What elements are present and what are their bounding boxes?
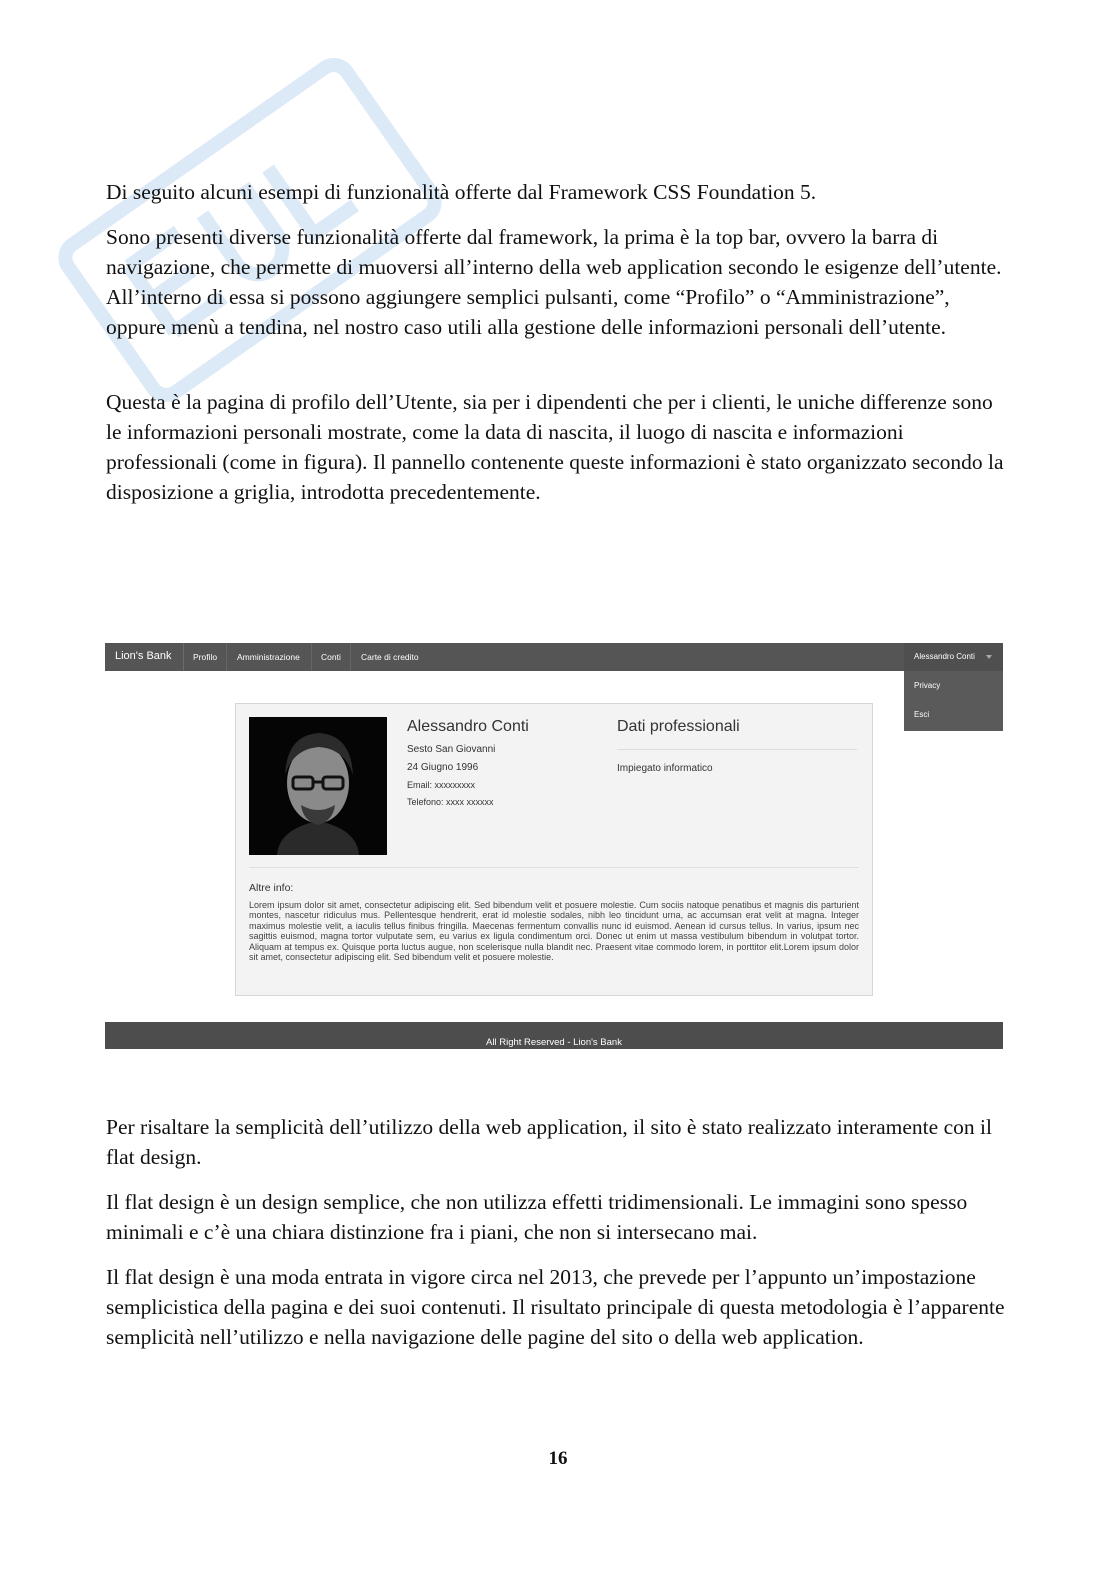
nav-carte-di-credito[interactable]: Carte di credito <box>361 652 419 662</box>
nav-conti[interactable]: Conti <box>321 652 341 662</box>
avatar <box>249 717 387 855</box>
profile-phone: Telefono: xxxx xxxxxx <box>407 797 494 807</box>
divider <box>226 643 227 671</box>
paragraph-flat-design-history: Il flat design è una moda entrata in vigore circa nel 2013, che prevede per l’appunto un’impostazione semplicistica della pagina e dei suoi contenuti. Il risultato principale di questa metodologia è l’apparente semplicità nell’utilizzo e nella navigazione delle pagine del sito o della web application. <box>106 1265 1005 1349</box>
paragraph-flat-design-intro: Per risaltare la semplicità dell’utilizzo della web application, il sito è stato realizzato interamente con il flat design. <box>106 1115 992 1169</box>
user-menu-label: Alessandro Conti <box>914 652 975 661</box>
brand-logo[interactable]: Lion's Bank <box>115 650 172 662</box>
dropdown-esci[interactable]: Esci <box>914 710 930 719</box>
profile-birthdate: 24 Giugno 1996 <box>407 762 479 773</box>
profile-panel <box>235 703 873 996</box>
other-info-text: Lorem ipsum dolor sit amet, consectetur adipiscing elit. Sed bibendum velit et posuere molestie. Cum sociis natoque penatibus et magnis dis parturient montes, nascetur ridiculus mus. Pellentesque hendrerit, erat id molestie sodales, nibh leo tincidunt urna, ac accumsan erat velit at magna. Integer maximus molestie velit, a iaculis tellus finibus fringilla. Maecenas fermentum convallis nunc id euismod. Aenean id cursus tellus. In varius, ipsum nec sagittis euismod, magna tortor vulputate sem, eu varius ex ligula condimentum orci. Donec ut enim ut massa vestibulum bibendum in volutpat tortor. Aliquam at tempus ex. Quisque porta luctus augue, non scelerisque nulla blandit nec. Praesent vitae commodo lorem, in porttitor elit.Lorem ipsum dolor sit amet, consectetur adipiscing elit. Sed bibendum velit et posuere molestie. <box>249 900 859 963</box>
other-info-label: Altre info: <box>249 882 294 894</box>
page-number: 16 <box>548 1448 568 1469</box>
dropdown-privacy[interactable]: Privacy <box>914 681 941 690</box>
divider <box>183 643 184 671</box>
paragraph-profile: Questa è la pagina di profilo dell’Utente, sia per i dipendenti che per i clienti, le uniche differenze sono le informazioni personali mostrate, come la data di nascita, il luogo di nascita e informazioni professionali (come in figura). Il pannello contenente queste informazioni è stato organizzato secondo la disposizione a griglia, introdotta precedentemente. <box>106 390 1004 504</box>
divider <box>617 749 857 750</box>
top-bar <box>105 643 1003 671</box>
footer-text: All Right Reserved - Lion's Bank <box>486 1037 622 1048</box>
profile-name: Alessandro Conti <box>407 718 529 735</box>
divider <box>311 643 312 671</box>
divider <box>249 867 859 868</box>
user-dropdown <box>904 671 1003 731</box>
profile-city: Sesto San Giovanni <box>407 744 496 755</box>
paragraph-topbar: Sono presenti diverse funzionalità offerte dal framework, la prima è la top bar, ovvero la barra di navigazione, che permette di muoversi all’interno della web application secondo le esigenze dell’utente. All’interno di essa si possono aggiungere semplici pulsanti, come “Profilo” o “Amministrazione”, oppure menù a tendina, nel nostro caso utili alla gestione delle informazioni personali dell’utente. <box>106 225 1002 339</box>
profile-page-screenshot <box>105 643 1003 1049</box>
paragraph-flat-design-definition: Il flat design è un design semplice, che non utilizza effetti tridimensionali. Le immagini sono spesso minimali e c’è una chiara distinzione fra i piani, che non si intersecano mai. <box>106 1190 968 1244</box>
nav-profilo[interactable]: Profilo <box>193 652 218 662</box>
profile-email: Email: xxxxxxxxx <box>407 780 476 790</box>
professional-data-title: Dati professionali <box>617 718 740 735</box>
user-menu[interactable] <box>904 643 1003 671</box>
divider <box>350 643 351 671</box>
nav-amministrazione[interactable]: Amministrazione <box>237 652 300 662</box>
paragraph-intro: Di seguito alcuni esempi di funzionalità offerte dal Framework CSS Foundation 5. <box>106 180 817 204</box>
professional-role: Impiegato informatico <box>617 763 713 774</box>
footer <box>105 1022 1003 1049</box>
chevron-down-icon <box>986 655 992 659</box>
